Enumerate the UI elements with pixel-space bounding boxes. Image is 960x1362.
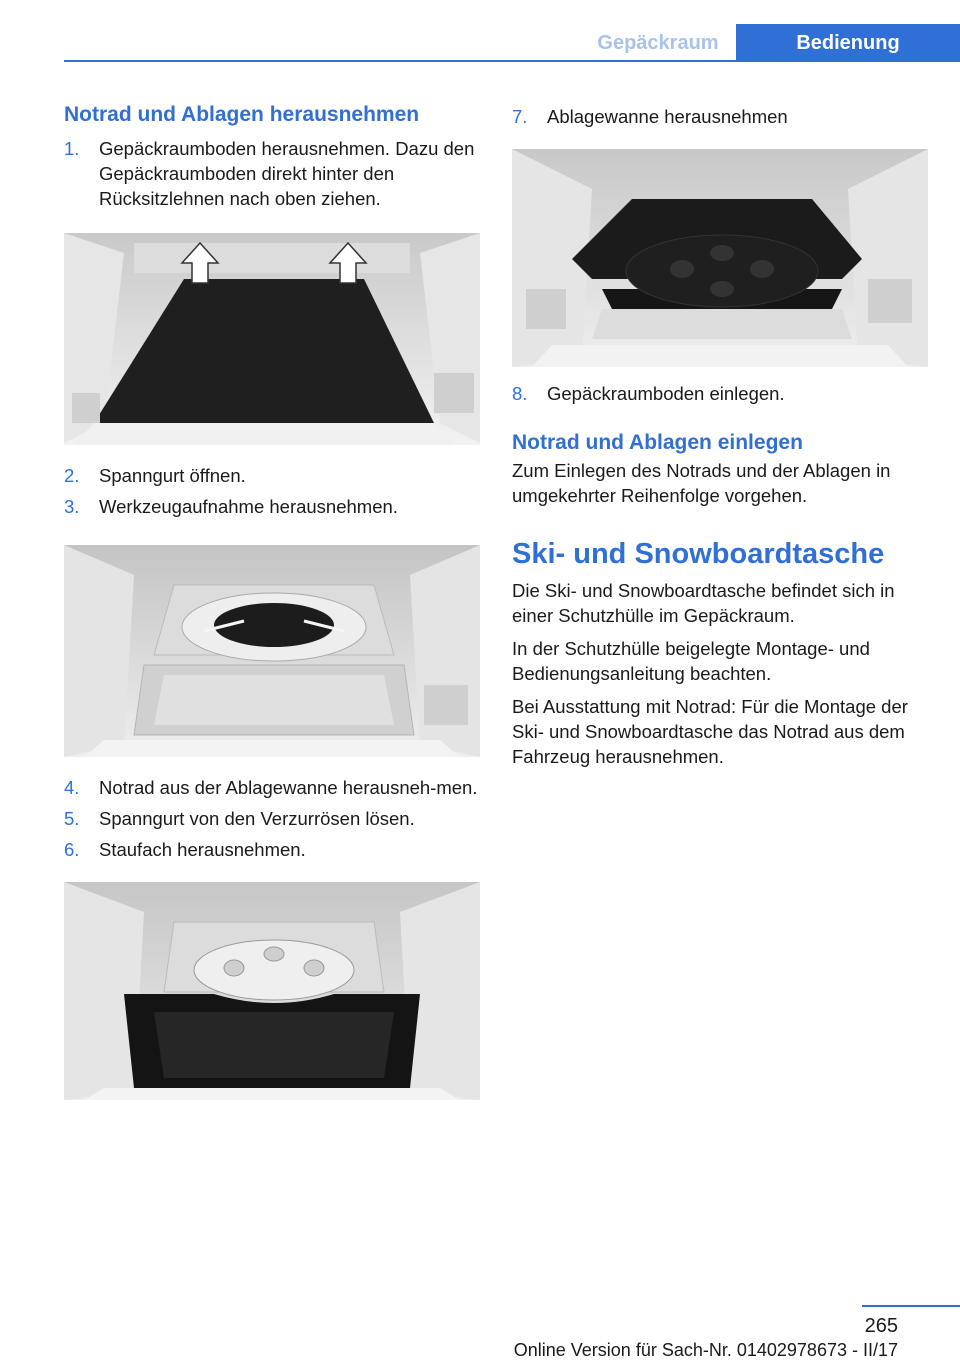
online-version-note: Online Version für Sach-Nr. 01402978673 - II/17 <box>513 1340 898 1360</box>
step-number: 2. <box>64 465 80 486</box>
step-2 <box>64 463 480 488</box>
step-6 <box>64 837 480 862</box>
heading-remove-spare-wheel: Notrad und Ablagen herausnehmen <box>64 103 420 126</box>
step-text: Spanngurt von den Verzurrösen lösen. <box>99 808 415 829</box>
header-section-tab: Gepäckraum <box>597 32 719 54</box>
ski-bag-paragraph-2: In der Schutzhülle beigelegte Montage- und Bedienungsanleitung beachten. <box>512 638 870 684</box>
left-column <box>64 100 480 1100</box>
step-7 <box>512 104 928 129</box>
step-text: Gepäckraumboden einlegen. <box>547 383 785 404</box>
figure-tool-holder <box>64 545 480 757</box>
step-5 <box>64 806 480 831</box>
step-text: Werkzeugaufnahme herausnehmen. <box>99 496 398 517</box>
figure-storage-tray <box>512 149 928 367</box>
step-text: Gepäckraumboden herausnehmen. Dazu den Gepäckraumboden direkt hinter den Rücksitzlehnen nach oben ziehen. <box>99 138 475 209</box>
right-column <box>512 100 928 769</box>
step-number: 7. <box>512 106 528 127</box>
ski-bag-paragraph-3: Bei Ausstattung mit Notrad: Für die Montage der Ski- und Snowboardtasche das Notrad aus dem Fahrzeug herausnehmen. <box>512 696 908 767</box>
page-number: 265 <box>864 1315 898 1337</box>
step-1 <box>64 136 480 211</box>
step-3 <box>64 494 480 519</box>
step-8 <box>512 381 928 406</box>
ski-bag-paragraph-1: Die Ski- und Snowboardtasche befindet sich in einer Schutzhülle im Gepäckraum. <box>512 580 895 626</box>
step-text: Notrad aus der Ablagewanne herausneh‐men. <box>99 777 478 798</box>
insert-instructions: Zum Einlegen des Notrads und der Ablagen in umgekehrter Reihenfolge vorgehen. <box>512 460 891 506</box>
step-number: 4. <box>64 777 80 798</box>
step-number: 5. <box>64 808 80 829</box>
step-number: 3. <box>64 496 80 517</box>
footer-rule <box>862 1305 960 1307</box>
header-rule <box>64 60 960 62</box>
step-text: Staufach herausnehmen. <box>99 839 306 860</box>
header-chapter-tab: Bedienung <box>736 24 960 62</box>
step-text: Spanngurt öffnen. <box>99 465 246 486</box>
step-4 <box>64 775 480 800</box>
step-text: Ablagewanne herausnehmen <box>547 106 788 127</box>
step-number: 8. <box>512 383 528 404</box>
figure-storage-compartment <box>64 882 480 1100</box>
step-number: 1. <box>64 138 80 159</box>
heading-insert-spare-wheel: Notrad und Ablagen einlegen <box>512 431 803 454</box>
figure-luggage-floor <box>64 233 480 445</box>
heading-ski-bag: Ski- und Snowboardtasche <box>512 538 885 570</box>
step-number: 6. <box>64 839 80 860</box>
